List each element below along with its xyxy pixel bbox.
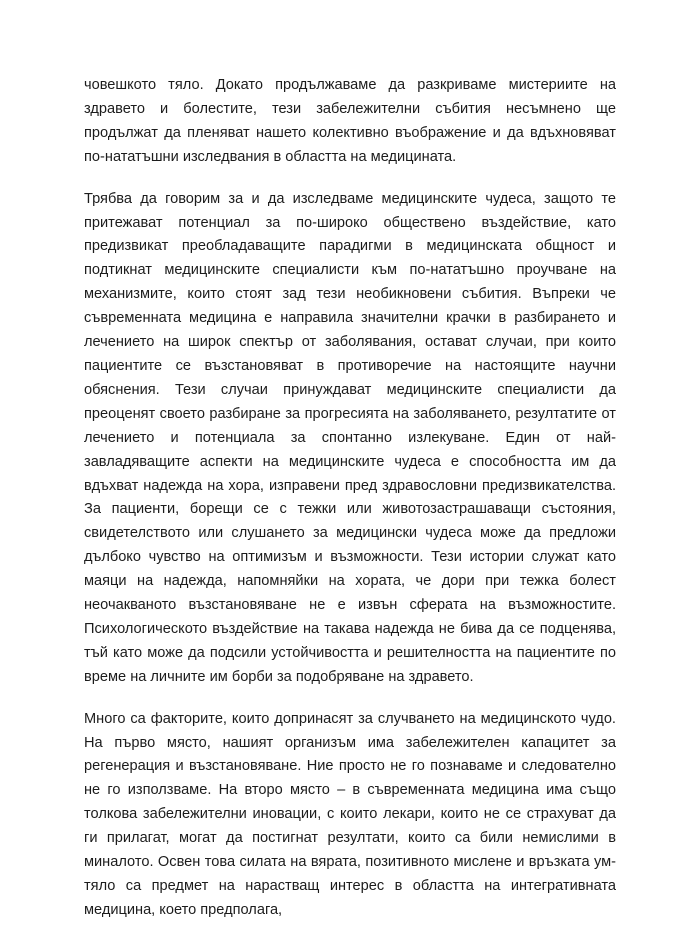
paragraph-3: Много са факторите, които допринасят за случването на медицинското чудо. На първо място, нашият организъм има забележителен капацитет за регенерация и възстановяване. Ние просто не го познаваме и следователно не го използваме. На второ място – в съвременната медицина има също толкова забележителни иновации, с които лекари, които не се страхуват да ги прилагат, могат да постигнат резултати, които са били немислими в миналото. Освен това силата на вярата, позитивното мислене и връзката ум-тяло са предмет на нарастващ интерес в областта на интегративната медицина, което предполага, [84, 710, 616, 918]
document-body [84, 74, 616, 941]
paragraph-2: Трябва да говорим за и да изследваме медицинските чудеса, защото те притежават потенциал за по-широко обществено въздействие, като предизвикат преобладаващите парадигми в медицинската общност и подтикнат медицинските специалисти към по-нататъшно проучване на механизмите, които стоят зад тези необикновени събития. Въпреки че съвременната медицина е направила значителни крачки в разбирането и лечението на широк спектър от заболявания, остават случаи, при които пациентите се възстановяват в противоречие на настоящите научни обяснения. Тези случаи принуждават медицинските специалисти да преоценят своето разбиране за прогресията на заболяването, резултатите от лечението и потенциала за спонтанно излекуване. Един от най-завладяващите аспекти на медицинските чудеса е способността им да вдъхват надежда на хора, изправени пред здравословни предизвикателства. За пациенти, борещи се с тежки или животозастрашаващи състояния, свидетелството или слушането за медицински чудеса може да предложи дълбоко чувство на оптимизъм и възможности. Тези истории служат като маяци на надежда, напомняйки на хората, че дори при тежка болест неочакваното възстановяване не е извън сферата на възможностите. Психологическото въздействие на такава надежда не бива да се подценява, тъй като може да подсили устойчивостта и решителността на пациентите по време на личните им борби за подобряване на здравето. [84, 190, 616, 685]
paragraph-1: човешкото тяло. Докато продължаваме да разкриваме мистериите на здравето и болестите, тези забележителни събития несъмнено ще продължат да пленяват нашето колективно въображение и да вдъхновяват по-нататъшни изследвания в областта на медицината. [84, 77, 616, 165]
